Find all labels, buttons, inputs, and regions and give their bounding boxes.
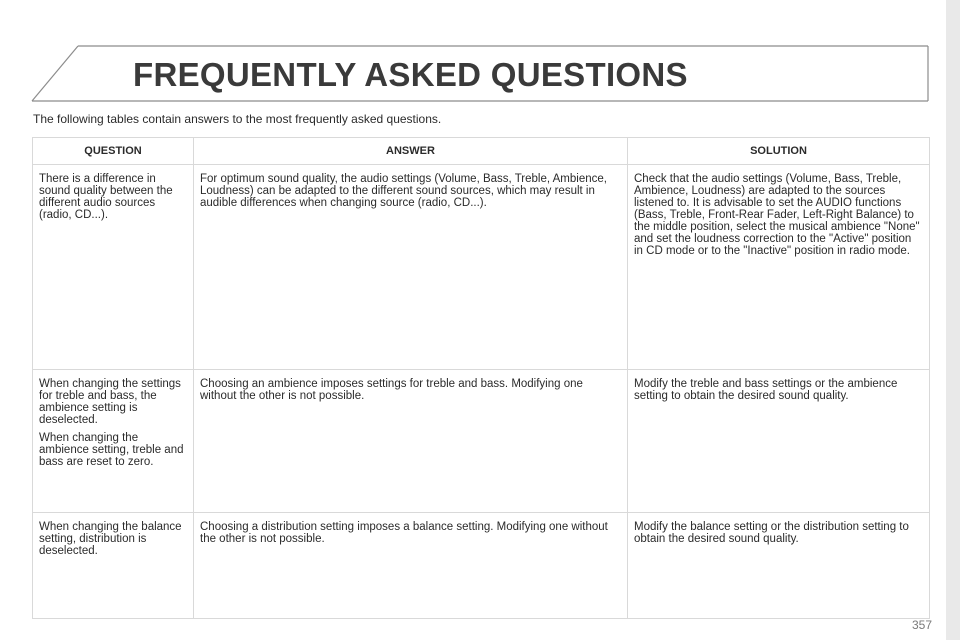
solution-cell [628,370,930,513]
solution-cell [628,513,930,619]
page-side-strip [946,0,960,640]
answer-cell [194,165,628,370]
title-header-band [0,44,940,104]
solution-text: Modify the treble and bass settings or the ambience setting to obtain the desired sound quality. [634,378,898,402]
question-text: There is a difference in sound quality between the different audio sources (radio, CD...). [39,173,173,221]
page-number: 357 [912,618,933,632]
table-header-row [33,138,930,165]
solution-text: Check that the audio settings (Volume, Bass, Treble, Ambience, Loudness) are adapted to the sources listened to. It is advisable to set the AUDIO functions (Bass, Treble, Front-Rear Fader, Left-Right Balance) to the middle position, select the musical ambience "None" and set the loudness correction to the "Active" position in CD mode or to the "Inactive" position in radio mode. [634,173,920,257]
solution-cell [628,165,930,370]
question-text: When changing the ambience setting, treble and bass are reset to zero. [39,432,184,468]
faq-table [32,137,930,619]
intro-text: The following tables contain answers to the most frequently asked questions. [33,112,442,126]
table-row [33,370,930,513]
table-row [33,513,930,619]
page-title: FREQUENTLY ASKED QUESTIONS [133,56,688,93]
column-header-answer: ANSWER [194,138,628,165]
solution-text: Modify the balance setting or the distribution setting to obtain the desired sound quality. [634,521,909,545]
answer-cell [194,513,628,619]
question-cell [33,370,194,513]
answer-text: Choosing a distribution setting imposes a balance setting. Modifying one without the other is not possible. [200,521,608,545]
question-text: When changing the balance setting, distribution is deselected. [39,521,182,557]
column-header-question: QUESTION [33,138,194,165]
question-cell [33,513,194,619]
question-cell [33,165,194,370]
column-header-solution: SOLUTION [628,138,930,165]
answer-text: For optimum sound quality, the audio settings (Volume, Bass, Treble, Ambience, Loudness) can be adapted to the different sound sources, which may result in audible differences when changing source (radio, CD...). [200,173,607,209]
table-row [33,165,930,370]
question-text: When changing the settings for treble and bass, the ambience setting is deselected. [39,378,181,426]
answer-cell [194,370,628,513]
answer-text: Choosing an ambience imposes settings for treble and bass. Modifying one without the other is not possible. [200,378,583,402]
